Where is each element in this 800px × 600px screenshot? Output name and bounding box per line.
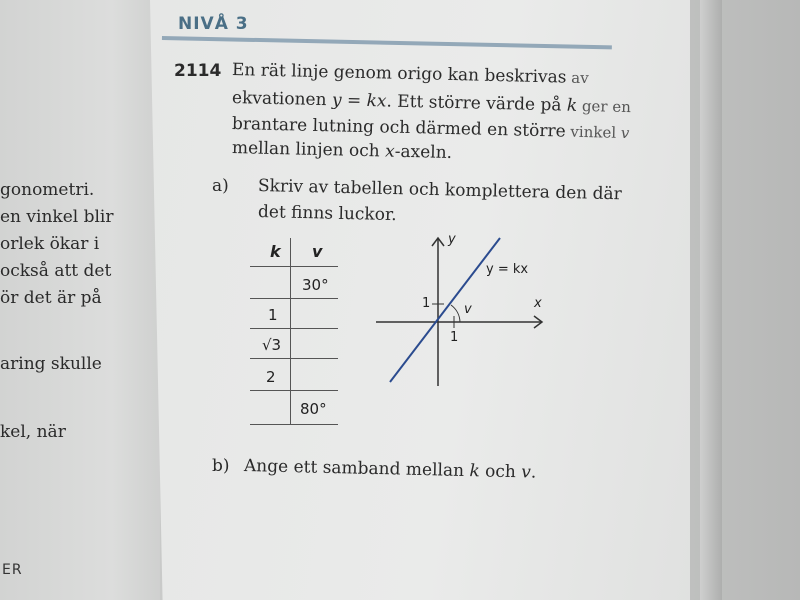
angle-label: v [464,302,472,317]
variable-x: x [384,141,395,162]
table-cell-v: 80° [300,400,327,418]
problem-text: ger en [576,96,632,117]
table-bottom-rule [250,424,338,425]
sub-task-b [212,456,230,476]
graph-svg [370,228,550,388]
line-graph [370,228,550,392]
left-text-line: gonometri. [0,180,95,200]
left-text-line: kel, när [0,422,66,442]
variable-k: k [566,95,578,116]
table-header-v: v [312,242,323,261]
problem-text: brantare lutning och därmed en större [231,114,566,142]
line-label: y = kx [486,262,529,277]
sub-task-a-line-1: Skriv av tabellen och komplettera den där [257,176,622,205]
table-cell-v: 30° [302,276,329,294]
left-text-line: ör det är på [0,288,102,308]
problem-text: mellan linjen och [231,138,386,162]
sub-task-a [212,176,229,196]
table-row-rule [250,328,338,329]
angle-arc [451,305,460,322]
sub-task-b-part: Ange ett samband mellan [243,456,470,482]
table-row-rule [250,298,338,299]
problem-text: ekvationen [231,88,333,111]
problem-text: vinkel [565,122,622,142]
sub-task-b-part: . [530,462,537,483]
table-cell-k: 2 [266,368,276,386]
equation: y = kx [331,90,387,112]
left-text-line: orlek ökar i [0,234,100,254]
table-row-rule [250,390,338,391]
problem-number: 2114 [174,61,222,81]
page-fold-shade [700,0,722,600]
left-text-line: en vinkel blir [0,207,114,227]
x-axis-label: x [534,296,542,311]
variable-k: k [469,461,480,482]
table-cell-k: 1 [268,306,278,324]
table-header-k: k [270,242,281,261]
sub-task-label: a) [212,176,229,196]
sub-task-a-line-2: det finns luckor. [257,202,397,226]
table-cell-k: √3 [262,336,282,354]
tick-label-x: 1 [450,330,459,345]
y-axis-label: y [448,232,456,247]
sub-task-b-part: och [479,461,522,483]
table-column-rule [290,238,291,424]
problem-text: En rät linje genom origo kan beskrivas [231,60,567,88]
left-page-footer: ER [2,562,23,578]
table-row-rule [250,358,338,359]
left-text-line: aring skulle [0,354,102,374]
level-heading: NIVÅ 3 [178,14,249,34]
problem-text: -axeln. [394,141,453,163]
variable-v: v [521,462,532,483]
problem-text: av [566,68,589,88]
variable-v: v [620,123,630,143]
problem-text: . Ett större värde på [386,91,568,116]
tick-label-y: 1 [422,296,431,311]
left-text-line: också att det [0,261,112,281]
table-header-rule [250,266,338,267]
line-y-kx [390,238,500,382]
sub-task-label: b) [212,456,230,476]
